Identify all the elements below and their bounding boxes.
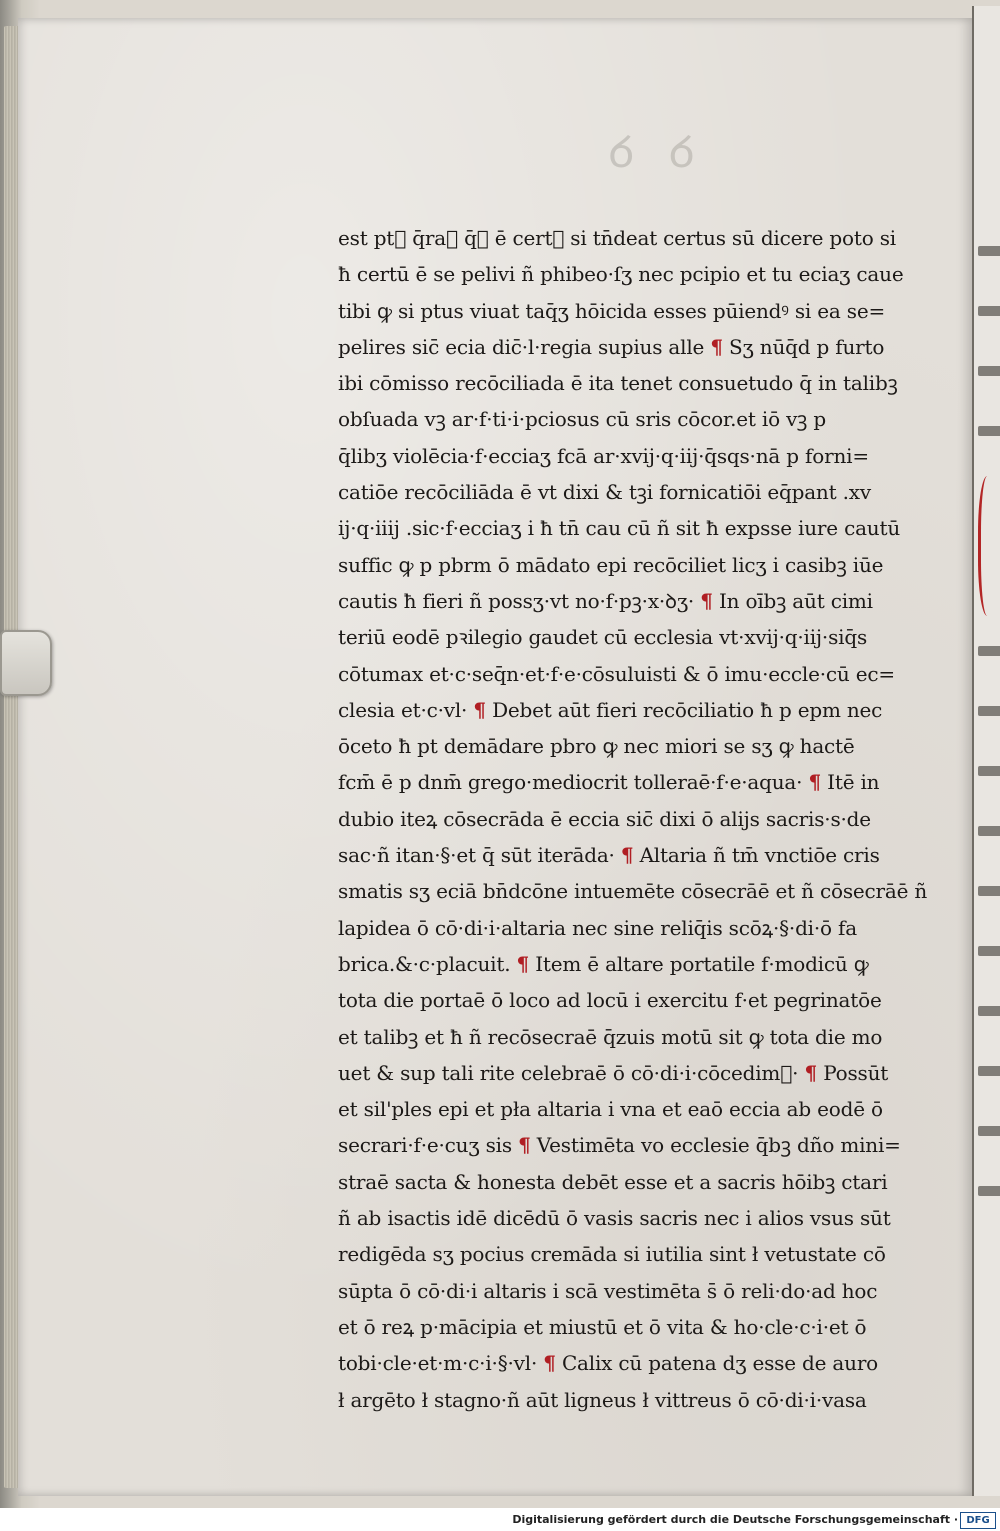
text-line: straē sacta & honesta debēt esse et a sacris hōibꝫ ctari: [338, 1169, 888, 1194]
text-line: sac·ñ itan·§·et q̄ sūt iterāda· ¶ Altaria ñ tm̄ vnctiōe cris: [338, 843, 880, 868]
rubric-paragraph-mark: ¶: [516, 951, 530, 976]
text-line: et sil'ples epi et pła altaria i vna et eaō eccia ab eodē ō: [338, 1097, 883, 1122]
text-line: smatis sʒ eciā bn̄dcōne intuemēte cōsecrāē et ñ cōsecrāē ñ: [338, 879, 928, 904]
text-line: sūpta ō cō·di·i altaris i scā vestimēta s̄ ō reli·do·ad hoc: [338, 1278, 878, 1303]
facing-text-fragment: [978, 306, 1000, 316]
rubric-paragraph-mark: ¶: [620, 843, 634, 868]
text-line: uet & sup tali rite celebraē ō cō·di·i·cōcedim᷑· ¶ Possūt: [338, 1060, 889, 1085]
text-line: ij·q·iiij .sic·f·ecciaʒ i ħ tn̄ cau cū ñ sit ħ expsse iure cautū: [338, 516, 900, 541]
text-line: cautis ħ fieri ñ possʒ·vt no·f·pꝫ·x·ꝺʒ· ¶ In oībꝫ aūt cimi: [338, 588, 873, 613]
text-line: dubio iteꝝ cōsecrāda ē eccia sic̄ dixi ō alijs sacris·s·de: [338, 806, 871, 831]
facing-text-fragment: [978, 886, 1000, 896]
text-line: teriū eodē pꝛilegio gaudet cū ecclesia vt·xvij·q·iij·siq̄s: [338, 625, 868, 650]
facing-text-fragment: [978, 1066, 1000, 1076]
facing-text-fragment: [978, 246, 1000, 256]
rubric-paragraph-mark: ¶: [804, 1060, 818, 1085]
text-line: obſuada vꝫ ar·f·ti·i·pciosus cū sris cōcor.et iō vꝫ p: [338, 407, 826, 432]
text-line: secrari·f·e·cuʒ sis ¶ Vestimēta vo ecclesie q̄bꝫ dño mini=: [338, 1133, 901, 1158]
show-through-marks: ꝺ ꝺ: [598, 127, 695, 178]
facing-text-fragment: [978, 826, 1000, 836]
facing-text-fragment: [978, 706, 1000, 716]
rubric-paragraph-mark: ¶: [543, 1351, 556, 1376]
text-line: brica.&·c·placuit. ¶ Item ē altare portatile f·modicū ꝙ: [338, 951, 869, 976]
text-line: ħ certū ē se pelivi ñ phibeo·ſʒ nec pcipio et tu eciaʒ caue: [338, 262, 904, 287]
text-line: suffic ꝙ p pbrm ō mādato epi recōciliet licʒ i casibꝫ iūe: [338, 552, 884, 577]
facing-text-fragment: [978, 426, 1000, 436]
funding-notice: Digitalisierung gefördert durch die Deutsche Forschungsgemeinschaft ·: [512, 1513, 958, 1526]
text-line: ñ ab isactis idē dicēdū ō vasis sacris nec i alios vsus sūt: [338, 1206, 891, 1231]
text-line: q̄libʒ violēcia·f·ecciaʒ fcā ar·xvij·q·iij·q̄sqs·nā p forni=: [338, 443, 869, 468]
rubric-paragraph-mark: ¶: [473, 697, 486, 722]
text-line: ł argēto ł stagno·ñ aūt ligneus ł vittreus ō cō·di·i·vasa: [338, 1387, 867, 1412]
text-line: tobi·cle·et·m·c·i·§·vl· ¶ Calix cū patena dʒ esse de auro: [338, 1351, 879, 1376]
text-line: clesia et·c·vl· ¶ Debet aūt fieri recōciliatio ħ p epm nec: [338, 697, 883, 722]
rubric-paragraph-mark: ¶: [700, 588, 713, 613]
rubric-paragraph-mark: ¶: [518, 1133, 531, 1158]
text-column: [338, 220, 942, 1418]
text-line: cōtumax et·c·seq̄n·et·f·e·cōsuluisti & ō imu·eccle·cū ec=: [338, 661, 895, 686]
text-line: redigēda sʒ pocius cremāda si iutilia sint ł vetustate cō: [338, 1242, 886, 1267]
facing-rubric-mark: [978, 476, 1000, 616]
text-line: et talibꝫ et ħ ñ recōsecraē q̄zuis motū sit ꝙ tota die mo: [338, 1024, 883, 1049]
text-line: lapidea ō cō·di·i·altaria nec sine reliq̄is scōꝝ·§·di·ō fa: [338, 915, 857, 940]
text-line: catiōe recōciliāda ē vt dixi & tꝫi fornicatiōi eq̄pant .xv: [338, 480, 871, 505]
page-clip: [0, 630, 52, 696]
facing-text-fragment: [978, 1006, 1000, 1016]
facing-text-fragment: [978, 1186, 1000, 1196]
facing-text-fragment: [978, 646, 1000, 656]
rubric-paragraph-mark: ¶: [710, 334, 723, 359]
text-line: ōceto ħ pt demādare pbro ꝙ nec miori se sʒ ꝙ hactē: [338, 734, 855, 759]
facing-text-fragment: [978, 1126, 1000, 1136]
text-line: et ō reꝝ p·mācipia et miustū et ō vita & ho·cle·c·i·et ō: [338, 1314, 867, 1339]
facing-text-fragment: [978, 946, 1000, 956]
facing-text-fragment: [978, 766, 1000, 776]
dfg-logo: DFG: [960, 1512, 996, 1529]
text-line: fcm̄ ē p dnm̄ grego·mediocrit tolleraē·f·e·aqua· ¶ Itē in: [338, 770, 880, 795]
text-line: est pt᷑ q̄raᷓ q̄ꝛ ē certꝰ si tn̄deat certus sū dicere poto si: [338, 226, 896, 250]
text-line: tota die portaē ō loco ad locū i exercitu f·et pegrinatōe: [338, 988, 882, 1013]
facing-text-fragment: [978, 366, 1000, 376]
footer-bar: [0, 1508, 1000, 1531]
text-line: pelires sic̄ ecia dic̄·l·regia supius alle ¶ Sʒ nūq̄d p furto: [338, 334, 885, 359]
facing-page-edge: [972, 6, 1000, 1496]
text-line: tibi ꝙ si ptus viuat taq̄ʒ hōicida esses pūiendꝰ si ea se=: [338, 298, 886, 323]
rubric-paragraph-mark: ¶: [808, 770, 821, 795]
text-line: ibi cōmisso recōciliada ē ita tenet consuetudo q̄ in talibꝫ: [338, 371, 898, 396]
